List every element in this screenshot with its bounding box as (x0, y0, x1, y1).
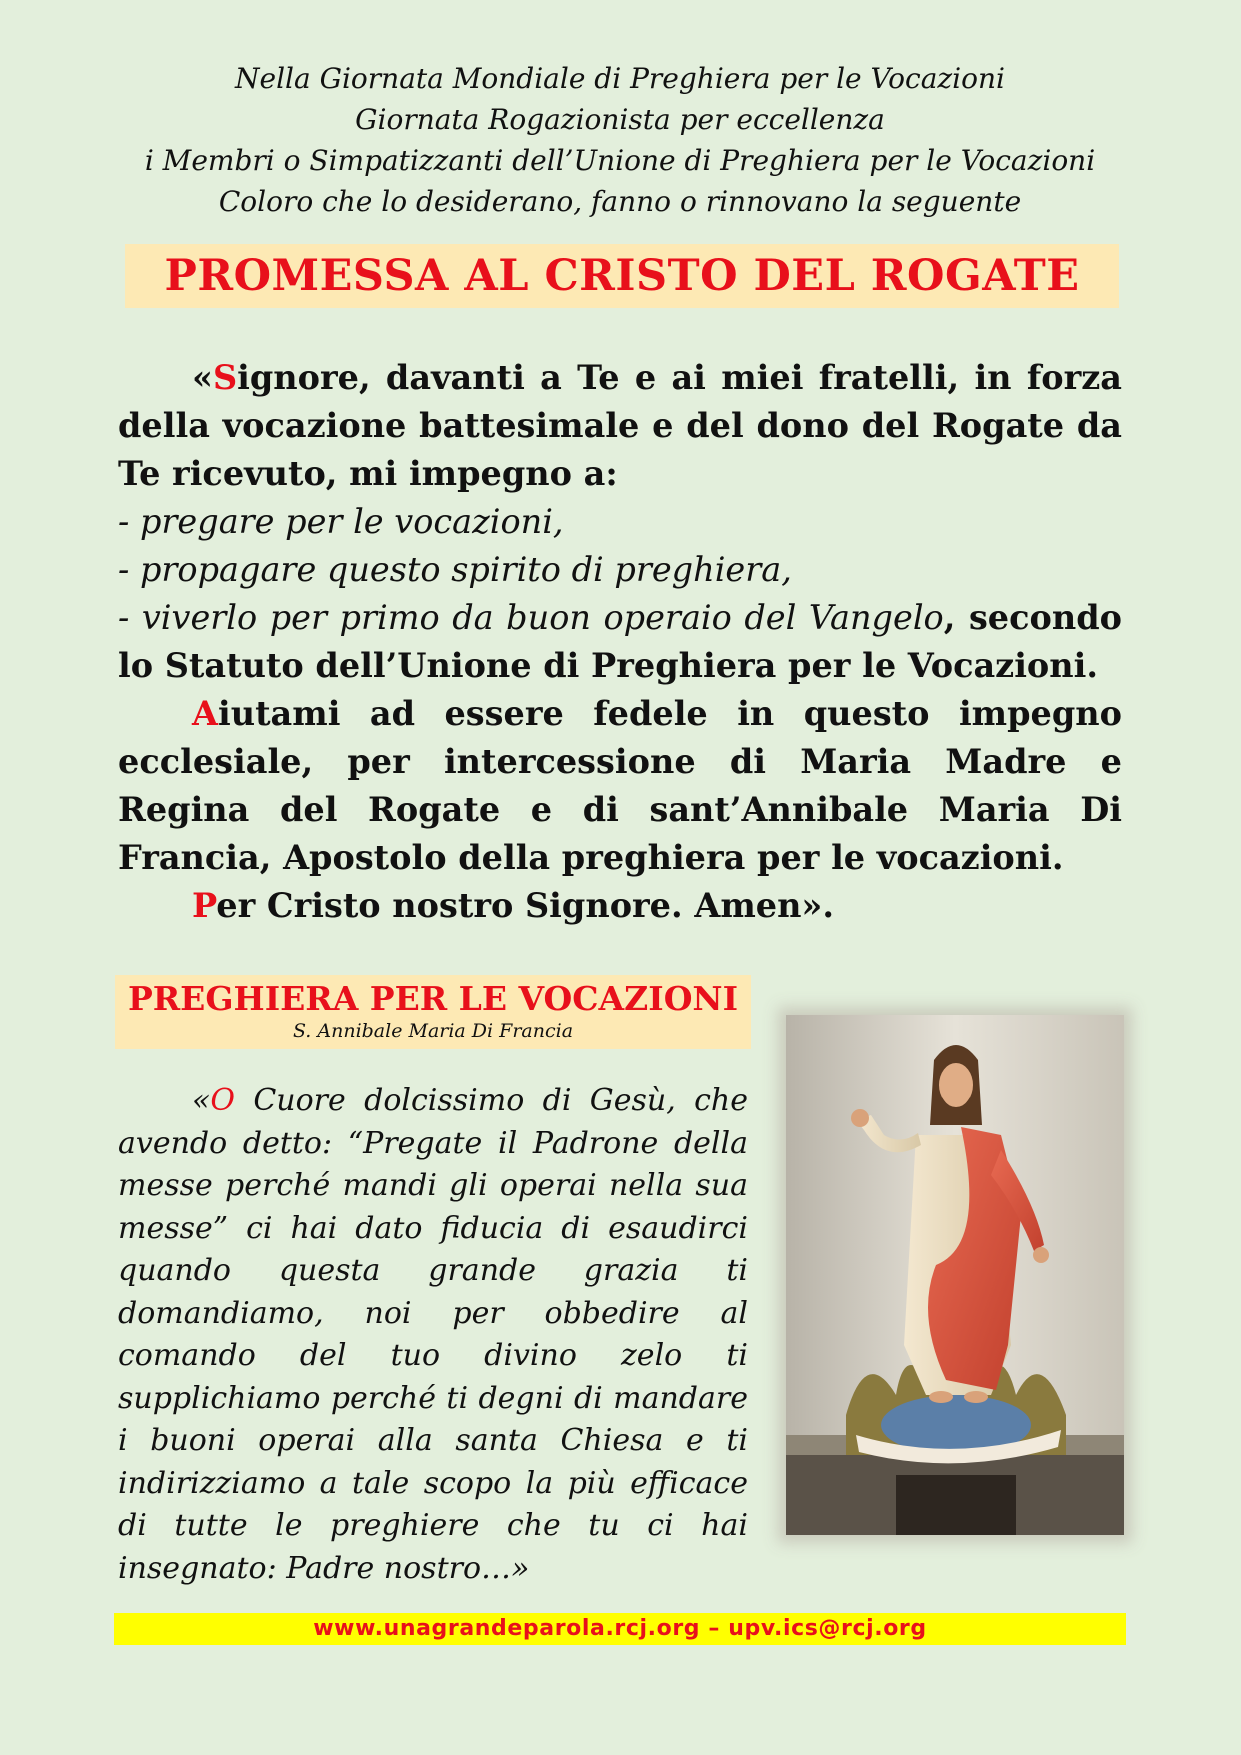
promise-paragraph-2 (118, 690, 1122, 882)
open-quote: « (192, 1083, 211, 1118)
drop-letter: S (212, 358, 238, 397)
prayer-body: Cuore dolcissimo di Gesù, che avendo detto: “Pregate il Padrone della messe perché mandi gli operai nella sua messe” ci hai dato fiducia di esaudirci quando questa grande grazia ti domandiamo, noi per obbedire al comando del tuo divino zelo ti supplichiamo perché ti degni di mandare i buoni operai alla santa Chiesa e ti indirizziamo a tale scopo la più efficace di tutte le preghiere che tu ci hai insegnato: Padre nostro…» (118, 1083, 748, 1586)
promise-paragraph-2-text: iutami ad essere fedele in questo impegno ecclesiale, per intercessione di Maria Madre e Regina del Rogate e di sant’Annibale Maria Di Francia, Apostolo della preghiera per le vocazioni. (118, 694, 1122, 877)
promise-text (118, 354, 1122, 930)
footer-band (114, 1613, 1126, 1645)
promise-paragraph-3-text: er Cristo nostro Signore. Amen». (216, 886, 835, 925)
promise-paragraph-1 (118, 354, 1122, 498)
prayer-author: S. Annibale Maria Di Francia (292, 1020, 574, 1042)
promise-item-rest: , secondo lo Statuto dell’Unione di Preghiera per le Vocazioni. (118, 598, 1122, 685)
intro-line: Nella Giornata Mondiale di Preghiera per le Vocazioni (235, 62, 1005, 95)
prayer-title: PREGHIERA PER LE VOCAZIONI (127, 979, 739, 1018)
drop-letter: O (210, 1083, 235, 1118)
statue-of-christ-icon (786, 1015, 1124, 1535)
prayer-text (118, 1080, 748, 1590)
drop-letter: P (192, 886, 217, 925)
intro-text (100, 58, 1140, 222)
prayer-paragraph (118, 1080, 748, 1590)
promise-title: PROMESSA AL CRISTO DEL ROGATE (164, 251, 1080, 301)
prayer-title-band (115, 975, 751, 1049)
promise-item (118, 594, 1122, 690)
promise-title-band (125, 244, 1119, 308)
intro-line: Coloro che lo desiderano, fanno o rinnovano la seguente (218, 185, 1022, 218)
intro-line: i Membri o Simpatizzanti dell’Unione di Preghiera per le Vocazioni (144, 144, 1096, 177)
intro-line: Giornata Rogazionista per eccellenza (355, 103, 885, 136)
footer-links[interactable]: www.unagrandeparola.rcj.org – upv.ics@rcj.org (313, 1616, 927, 1641)
statue-photo (786, 1015, 1124, 1535)
drop-letter: A (192, 694, 218, 733)
promise-item-italic: - viverlo per primo da buon operaio del Vangelo (118, 598, 944, 637)
open-quote: « (192, 358, 213, 397)
promise-paragraph-3 (118, 882, 1122, 930)
promise-item: - pregare per le vocazioni, (118, 502, 564, 541)
promise-item: - propagare questo spirito di preghiera, (118, 550, 792, 589)
promise-paragraph-1-text: ignore, davanti a Te e ai miei fratelli, in forza della vocazione battesimale e del dono del Rogate da Te ricevuto, mi impegno a: (118, 358, 1122, 493)
